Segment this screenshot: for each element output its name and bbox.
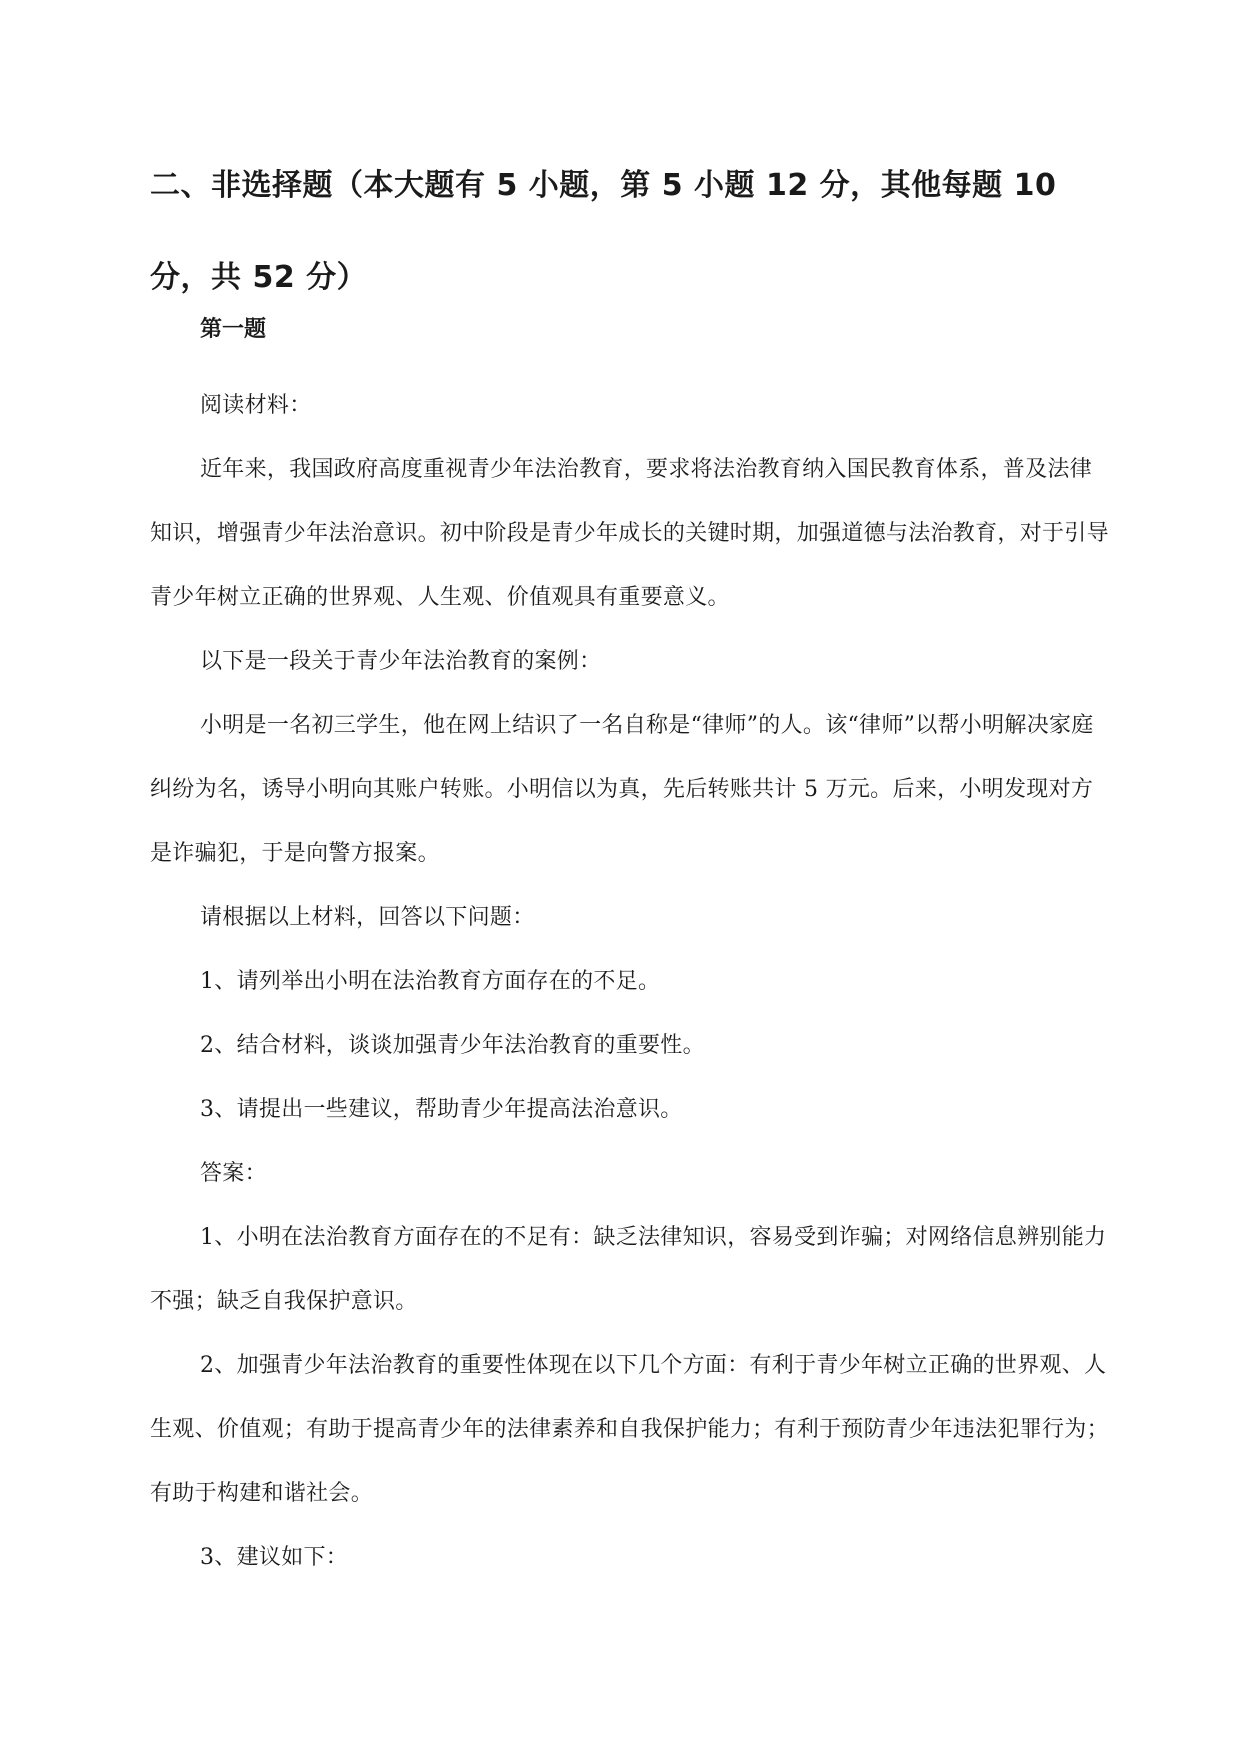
answer-item-2: 2、加强青少年法治教育的重要性体现在以下几个方面：有利于青少年树立正确的世界观、人生观、价值观；有助于提高青少年的法律素养和自我保护能力；有利于预防青少年违法犯罪行为；有助于构建和谐社会。 [150, 1353, 1109, 1506]
question-item-1: 1、请列举出小明在法治教育方面存在的不足。 [200, 969, 661, 994]
answer-item-1: 1、小明在法治教育方面存在的不足有：缺乏法律知识，容易受到诈骗；对网络信息辨别能力不强；缺乏自我保护意识。 [150, 1225, 1107, 1314]
section-heading: 二、非选择题（本大题有 5 小题，第 5 小题 12 分，其他每题 10 分，共 52 分） [150, 168, 1057, 295]
paragraph-case-intro: 以下是一段关于青少年法治教育的案例： [200, 649, 602, 674]
paragraph-background: 近年来，我国政府高度重视青少年法治教育，要求将法治教育纳入国民教育体系，普及法律知识，增强青少年法治意识。初中阶段是青少年成长的关键时期，加强道德与法治教育，对于引导青少年树立正确的世界观、人生观、价值观具有重要意义。 [150, 457, 1109, 610]
paragraph-read-material: 阅读材料： [200, 393, 312, 418]
answer-item-3: 3、建议如下： [200, 1545, 349, 1570]
question-item-2: 2、结合材料，谈谈加强青少年法治教育的重要性。 [200, 1033, 705, 1058]
paragraph-case: 小明是一名初三学生，他在网上结识了一名自称是“律师”的人。该“律师”以帮小明解决家庭纠纷为名，诱导小明向其账户转账。小明信以为真，先后转账共计 5 万元。后来，小明发现对方是诈骗犯，于是向警方报案。 [150, 713, 1094, 866]
question-content [150, 310, 1110, 1590]
question-title: 第一题 [200, 317, 267, 342]
question-item-3: 3、请提出一些建议，帮助青少年提高法治意识。 [200, 1097, 683, 1122]
answer-label: 答案： [200, 1161, 267, 1186]
paragraph-instruction: 请根据以上材料，回答以下问题： [200, 905, 535, 930]
